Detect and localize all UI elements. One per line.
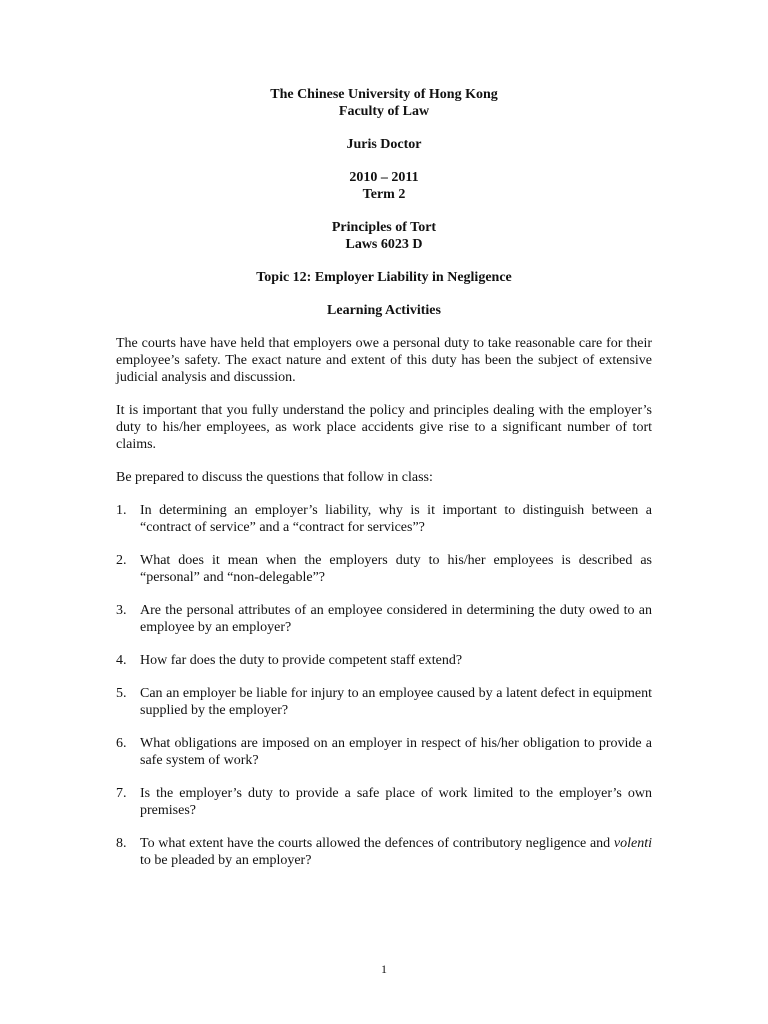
question-text: Can an employer be liable for injury to an employee caused by a latent defect in equipment supplied by the employer? (140, 686, 652, 718)
question-number: 5. (116, 686, 127, 701)
question-text: Are the personal attributes of an employee considered in determining the duty owed to an employee by an employer? (140, 603, 652, 635)
question-number: 8. (116, 836, 127, 851)
question-text-part: to be pleaded by an employer? (140, 853, 312, 868)
question-item (116, 652, 652, 669)
question-item (116, 685, 652, 719)
question-list (116, 502, 652, 869)
instruction-paragraph: Be prepared to discuss the questions that follow in class: (116, 470, 433, 485)
academic-year: 2010 – 2011 (349, 170, 419, 185)
question-item (116, 552, 652, 586)
document-header (116, 86, 652, 319)
latin-term: volenti (613, 836, 652, 851)
question-text: In determining an employer’s liability, why is it important to distinguish between a “contract of service” and a “contract for services”? (140, 503, 652, 535)
intro-paragraph: It is important that you fully understand the policy and principles dealing with the employer’s duty to his/her employees, as work place accidents give rise to a significant number of tort claims. (116, 403, 652, 452)
question-text: What obligations are imposed on an employer in respect of his/her obligation to provide a safe system of work? (140, 736, 652, 768)
question-item (116, 502, 652, 536)
intro-section (116, 335, 652, 486)
question-item (116, 785, 652, 819)
question-number: 2. (116, 553, 127, 568)
course-title: Principles of Tort (331, 220, 437, 235)
programme-name: Juris Doctor (346, 137, 422, 152)
question-number: 4. (116, 653, 127, 668)
question-text-part: To what extent have the courts allowed the defences of contributory negligence and (140, 836, 614, 851)
term: Term 2 (362, 187, 406, 202)
question-number: 1. (116, 503, 127, 518)
question-item (116, 602, 652, 636)
document-page (116, 86, 652, 885)
question-item (116, 735, 652, 769)
question-number: 7. (116, 786, 127, 801)
section-title: Learning Activities (327, 303, 441, 318)
course-code: Laws 6023 D (345, 237, 423, 252)
question-text: Is the employer’s duty to provide a safe place of work limited to the employer’s own premises? (140, 786, 652, 818)
question-number: 3. (116, 603, 127, 618)
question-text: How far does the duty to provide competent staff extend? (140, 653, 463, 668)
question-number: 6. (116, 736, 127, 751)
topic-title: Topic 12: Employer Liability in Negligence (256, 270, 512, 285)
faculty-name: Faculty of Law (338, 104, 430, 119)
question-text (140, 835, 652, 869)
intro-paragraph: The courts have have held that employers owe a personal duty to take reasonable care for their employee’s safety. The exact nature and extent of this duty has been the subject of extensive judicial analysis and discussion. (116, 336, 652, 385)
page-number: 1 (381, 962, 387, 976)
university-name: The Chinese University of Hong Kong (270, 87, 498, 102)
question-item (116, 835, 652, 869)
question-text: What does it mean when the employers duty to his/her employees is described as “personal” and “non-delegable”? (140, 553, 652, 585)
